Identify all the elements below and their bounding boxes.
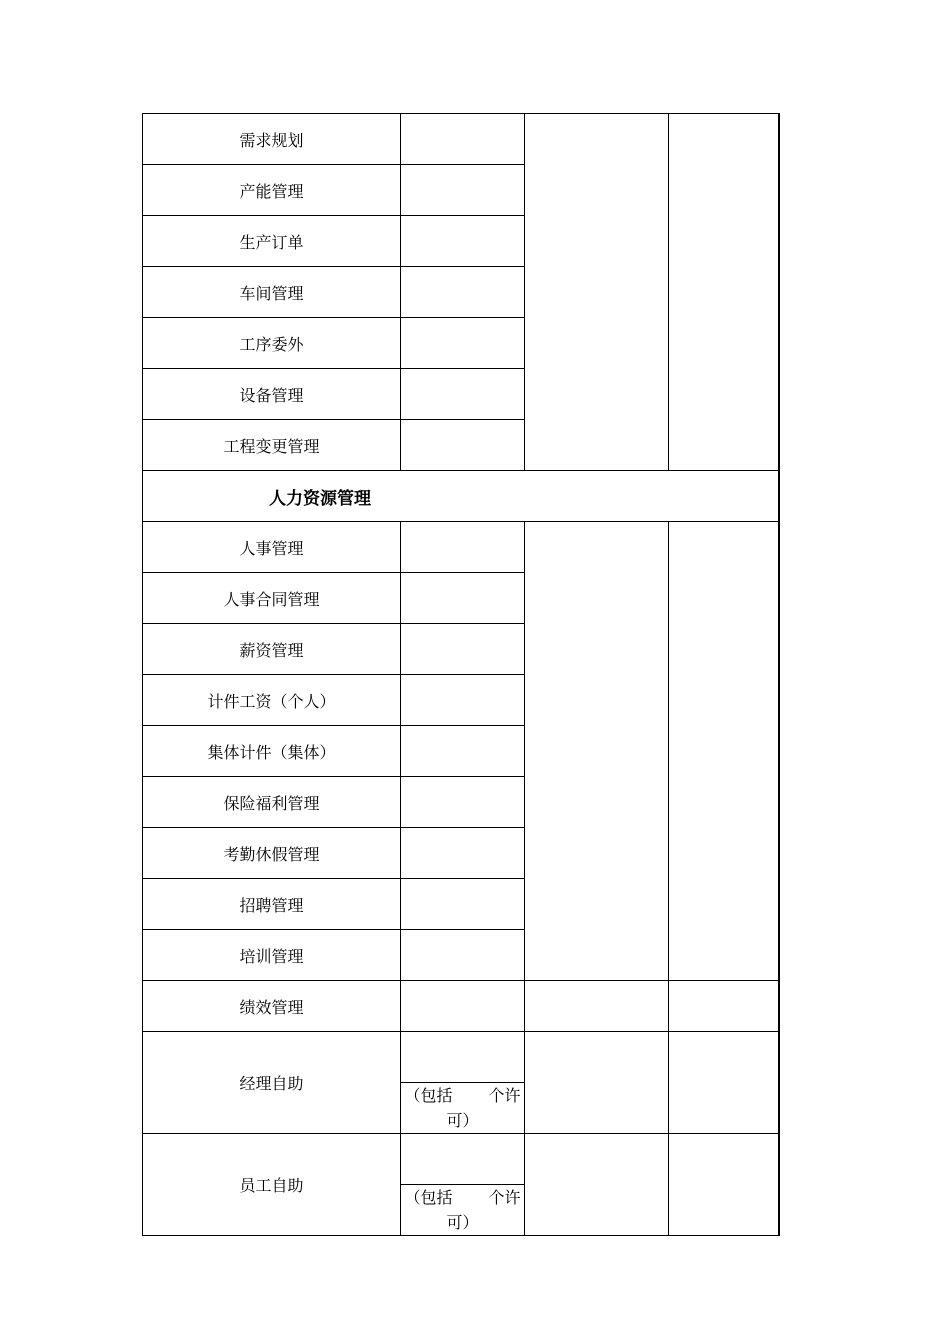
merged-cell: [525, 1134, 669, 1236]
value-cell: [401, 777, 525, 828]
merged-cell: [669, 1032, 779, 1134]
license-note: [401, 1083, 525, 1134]
module-name: 设备管理: [143, 369, 401, 420]
section-title: 人力资源管理: [143, 471, 779, 522]
value-cell: [525, 981, 669, 1032]
value-cell: [401, 522, 525, 573]
module-name: 保险福利管理: [143, 777, 401, 828]
value-cell: [669, 981, 779, 1032]
module-name: 经理自助: [143, 1032, 401, 1134]
value-cell: [401, 1032, 525, 1083]
value-cell: [401, 624, 525, 675]
module-name: 薪资管理: [143, 624, 401, 675]
value-cell: [401, 318, 525, 369]
value-cell: [401, 675, 525, 726]
merged-cell: [669, 1134, 779, 1236]
merged-cell: [525, 522, 669, 981]
value-cell: [401, 828, 525, 879]
merged-cell: [669, 522, 779, 981]
value-cell: [401, 573, 525, 624]
module-name: 生产订单: [143, 216, 401, 267]
table-row: [143, 114, 779, 165]
value-cell: [401, 267, 525, 318]
module-name: 需求规划: [143, 114, 401, 165]
license-note-part: 个许: [488, 1188, 521, 1207]
merged-cell: [525, 114, 669, 471]
module-name: 培训管理: [143, 930, 401, 981]
module-name: 绩效管理: [143, 981, 401, 1032]
module-name: 考勤休假管理: [143, 828, 401, 879]
license-note: [401, 1185, 525, 1236]
module-name: 招聘管理: [143, 879, 401, 930]
merged-cell: [669, 114, 779, 471]
value-cell: [401, 165, 525, 216]
value-cell: [401, 726, 525, 777]
table-row: [143, 1134, 779, 1185]
value-cell: [401, 216, 525, 267]
license-note-part: （包括: [404, 1188, 453, 1207]
license-note-part: （包括: [404, 1086, 453, 1105]
license-note-part: 个许: [488, 1086, 521, 1105]
value-cell: [401, 420, 525, 471]
value-cell: [401, 981, 525, 1032]
table-row: [143, 522, 779, 573]
value-cell: [401, 879, 525, 930]
value-cell: [401, 114, 525, 165]
module-name: 人事管理: [143, 522, 401, 573]
module-name: 员工自助: [143, 1134, 401, 1236]
value-cell: [401, 369, 525, 420]
module-name: 工序委外: [143, 318, 401, 369]
table-row: [143, 1032, 779, 1083]
module-table: [142, 113, 780, 1236]
section-header-row: [143, 471, 779, 522]
license-note-part: 可）: [446, 1111, 479, 1130]
module-name: 集体计件（集体）: [143, 726, 401, 777]
merged-cell: [525, 1032, 669, 1134]
module-name: 产能管理: [143, 165, 401, 216]
module-name: 计件工资（个人）: [143, 675, 401, 726]
module-name: 工程变更管理: [143, 420, 401, 471]
table-row: [143, 981, 779, 1032]
license-note-part: 可）: [446, 1213, 479, 1232]
module-name: 人事合同管理: [143, 573, 401, 624]
module-name: 车间管理: [143, 267, 401, 318]
value-cell: [401, 930, 525, 981]
value-cell: [401, 1134, 525, 1185]
